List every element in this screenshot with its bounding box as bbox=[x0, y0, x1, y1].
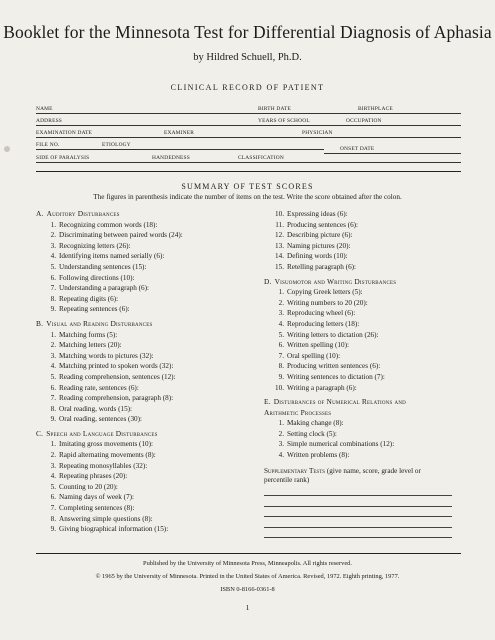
copyright-line: © 1965 by the University of Minnesota. Printed in the United States of America. Revised, 1972. Eighth printing, 1977. bbox=[95, 573, 400, 580]
list-item[interactable]: 12. Describing picture (6): bbox=[275, 231, 353, 240]
list-item[interactable]: 10. Writing a paragraph (6): bbox=[275, 383, 357, 392]
list-item[interactable]: 1. Copying Greek letters (5): bbox=[278, 288, 363, 297]
list-item[interactable]: 9. Giving biographical information (15): bbox=[50, 525, 169, 534]
section-c-letter: C. bbox=[36, 428, 44, 438]
handedness-field[interactable] bbox=[134, 152, 238, 163]
onset-date-label: ONSET DATE bbox=[340, 146, 375, 152]
list-item[interactable]: 1. Making change (8): bbox=[278, 419, 344, 428]
birth-date-label: BIRTH DATE bbox=[258, 106, 291, 112]
list-item[interactable]: 4. Repeating phrases (20): bbox=[50, 472, 128, 481]
etiology-field[interactable] bbox=[102, 139, 324, 150]
summary-heading: SUMMARY OF TEST SCORES bbox=[181, 182, 314, 191]
examination-date-field[interactable] bbox=[36, 127, 164, 138]
supplementary-blank-line[interactable] bbox=[264, 507, 452, 518]
supplementary-blank-line[interactable] bbox=[264, 517, 452, 528]
side-of-paralysis-label: SIDE OF PARALYSIS bbox=[36, 155, 90, 161]
record-row-2 bbox=[36, 116, 461, 126]
list-item[interactable]: 2. Matching letters (20): bbox=[50, 341, 122, 350]
birthplace-label: BIRTHPLACE bbox=[358, 106, 393, 112]
left-column bbox=[36, 209, 276, 535]
list-item[interactable]: 3. Reproducing wheel (6): bbox=[278, 309, 356, 318]
section-d-letter: D. bbox=[264, 276, 272, 286]
file-no-field[interactable] bbox=[36, 139, 102, 150]
list-item[interactable]: 3. Simple numerical combinations (12): bbox=[278, 440, 395, 449]
address-label: ADDRESS bbox=[36, 118, 62, 124]
list-item[interactable]: 3. Repeating monosyllables (32): bbox=[50, 461, 148, 470]
list-item[interactable]: 5. Understanding sentences (15): bbox=[50, 262, 147, 271]
list-item[interactable]: 3. Matching words to pictures (32): bbox=[50, 351, 154, 360]
list-item[interactable]: 6. Naming days of week (7): bbox=[50, 493, 135, 502]
list-item[interactable]: 3. Recognizing letters (26): bbox=[50, 241, 131, 250]
supplementary-blank-line[interactable] bbox=[264, 528, 452, 539]
record-heading: CLINICAL RECORD OF PATIENT bbox=[170, 83, 325, 92]
list-item[interactable]: 9. Oral reading, sentences (30): bbox=[50, 415, 143, 424]
years-of-school-label: YEARS OF SCHOOL bbox=[258, 118, 310, 124]
section-a-letter: A. bbox=[36, 209, 44, 218]
list-item[interactable]: 1. Imitating gross movements (10): bbox=[50, 440, 154, 449]
list-item[interactable]: 6. Following directions (10): bbox=[50, 273, 135, 282]
list-item[interactable]: 14. Defining words (10): bbox=[275, 252, 348, 261]
list-item[interactable]: 8. Answering simple questions (8): bbox=[50, 514, 153, 523]
birth-date-field[interactable] bbox=[258, 103, 358, 114]
section-a-heading bbox=[36, 209, 276, 220]
occupation-field[interactable] bbox=[346, 115, 461, 126]
supplementary-blank-line[interactable] bbox=[264, 485, 452, 496]
document-title: Booklet for the Minnesota Test for Differential Diagnosis of Aphasia bbox=[3, 22, 492, 42]
section-b-letter: B. bbox=[36, 318, 44, 328]
list-item[interactable]: 9. Repeating sentences (6): bbox=[50, 305, 130, 314]
side-of-paralysis-field[interactable] bbox=[36, 152, 134, 163]
summary-instructions: The figures in parenthesis indicate the number of items on the test. Write the score obtained after the colon. bbox=[93, 193, 402, 201]
page-number: 1 bbox=[245, 603, 250, 612]
record-row-1 bbox=[36, 104, 461, 114]
divider-top bbox=[36, 171, 461, 172]
supplementary-line1: (give name, score, grade level or bbox=[326, 466, 421, 475]
physician-label: PHYSICIAN bbox=[302, 130, 333, 136]
list-item[interactable]: 13. Naming pictures (20): bbox=[275, 241, 351, 250]
years-of-school-field[interactable] bbox=[258, 115, 346, 126]
supplementary-tests bbox=[264, 467, 474, 539]
list-item[interactable]: 5. Counting to 20 (20): bbox=[50, 482, 118, 491]
section-e-heading bbox=[264, 397, 474, 408]
author-line: by Hildred Schuell, Ph.D. bbox=[193, 52, 302, 63]
supplementary-label: Supplementary Tests bbox=[264, 466, 326, 475]
supplementary-line2: percentile rank) bbox=[264, 476, 310, 485]
section-c-heading bbox=[36, 429, 276, 440]
publisher-line: Published by the University of Minnesota Press, Minneapolis. All rights reserved. bbox=[143, 560, 352, 567]
classification-field[interactable] bbox=[238, 152, 461, 163]
record-row-4 bbox=[36, 140, 461, 150]
list-item[interactable]: 7. Completing sentences (8): bbox=[50, 504, 135, 513]
occupation-label: OCCUPATION bbox=[346, 118, 382, 124]
list-item[interactable]: 11. Producing sentences (6): bbox=[275, 220, 359, 229]
list-item[interactable]: 8. Oral reading, words (15): bbox=[50, 404, 133, 413]
record-row-5 bbox=[36, 153, 461, 163]
isbn-line: ISBN 0-8166-0361-8 bbox=[220, 586, 275, 593]
list-item[interactable]: 5. Reading comprehension, sentences (12): bbox=[50, 372, 176, 381]
list-item[interactable]: 7. Oral spelling (10): bbox=[278, 351, 341, 360]
list-item[interactable]: 2. Rapid alternating movements (8): bbox=[50, 451, 156, 460]
list-item[interactable]: 6. Reading rate, sentences (6): bbox=[50, 383, 139, 392]
list-item[interactable]: 4. Matching printed to spoken words (32): bbox=[50, 362, 174, 371]
examiner-label: EXAMINER bbox=[164, 130, 195, 136]
etiology-label: ETIOLOGY bbox=[102, 142, 131, 148]
name-field[interactable] bbox=[36, 103, 258, 114]
list-item[interactable]: 7. Reading comprehension, paragraph (8): bbox=[50, 394, 174, 403]
address-field[interactable] bbox=[36, 115, 258, 126]
list-item[interactable]: 1. Recognizing common words (18): bbox=[50, 220, 158, 229]
section-e-title: Disturbances of Numerical Relations and bbox=[273, 397, 406, 407]
supplementary-blank-line[interactable] bbox=[264, 496, 452, 507]
list-item[interactable]: 4. Identifying items named serially (6): bbox=[50, 252, 165, 261]
file-no-label: FILE NO. bbox=[36, 142, 60, 148]
section-d-title: Visuomotor and Writing Disturbances bbox=[274, 276, 397, 286]
right-column bbox=[264, 209, 474, 538]
section-b-heading bbox=[36, 319, 276, 330]
list-item[interactable]: 6. Written spelling (10): bbox=[278, 341, 349, 350]
section-c-title: Speech and Language Disturbances bbox=[46, 428, 158, 438]
section-b-title: Visual and Reading Disturbances bbox=[46, 318, 153, 328]
examination-date-label: EXAMINATION DATE bbox=[36, 130, 93, 136]
list-item[interactable]: 9. Writing sentences to dictation (7): bbox=[278, 372, 385, 381]
list-item[interactable]: 2. Setting clock (5): bbox=[278, 429, 337, 438]
section-e-letter: E. bbox=[264, 397, 271, 407]
name-label: NAME bbox=[36, 106, 53, 112]
list-item[interactable]: 10. Expressing ideas (6): bbox=[275, 210, 348, 218]
list-item[interactable]: 5. Writing letters to dictation (26): bbox=[278, 330, 379, 339]
section-a-title: Auditory Disturbances bbox=[46, 209, 120, 218]
list-item[interactable]: 1. Matching forms (5): bbox=[50, 330, 118, 339]
divider-bottom bbox=[36, 553, 461, 554]
punch-hole bbox=[4, 146, 10, 152]
list-item[interactable]: 8. Repeating digits (6): bbox=[50, 294, 119, 303]
list-item[interactable]: 2. Discriminating between paired words (24): bbox=[50, 231, 183, 240]
list-item[interactable]: 2. Writing numbers to 20 (20): bbox=[278, 298, 368, 307]
section-d-heading bbox=[264, 277, 474, 288]
handedness-label: HANDEDNESS bbox=[152, 155, 190, 161]
record-row-3 bbox=[36, 128, 461, 138]
list-item[interactable]: 4. Written problems (8): bbox=[278, 451, 350, 460]
classification-label: CLASSIFICATION bbox=[238, 155, 284, 161]
examiner-field[interactable] bbox=[164, 127, 278, 138]
birthplace-field[interactable] bbox=[358, 103, 461, 114]
list-item[interactable]: 4. Reproducing letters (18): bbox=[278, 319, 360, 328]
section-e-title-line2: Arithmetic Processes bbox=[264, 407, 332, 417]
list-item[interactable]: 15. Retelling paragraph (6): bbox=[275, 262, 357, 271]
list-item[interactable]: 8. Producing written sentences (6): bbox=[278, 362, 381, 371]
list-item[interactable]: 7. Understanding a paragraph (6): bbox=[50, 284, 150, 293]
physician-field[interactable] bbox=[278, 127, 461, 138]
